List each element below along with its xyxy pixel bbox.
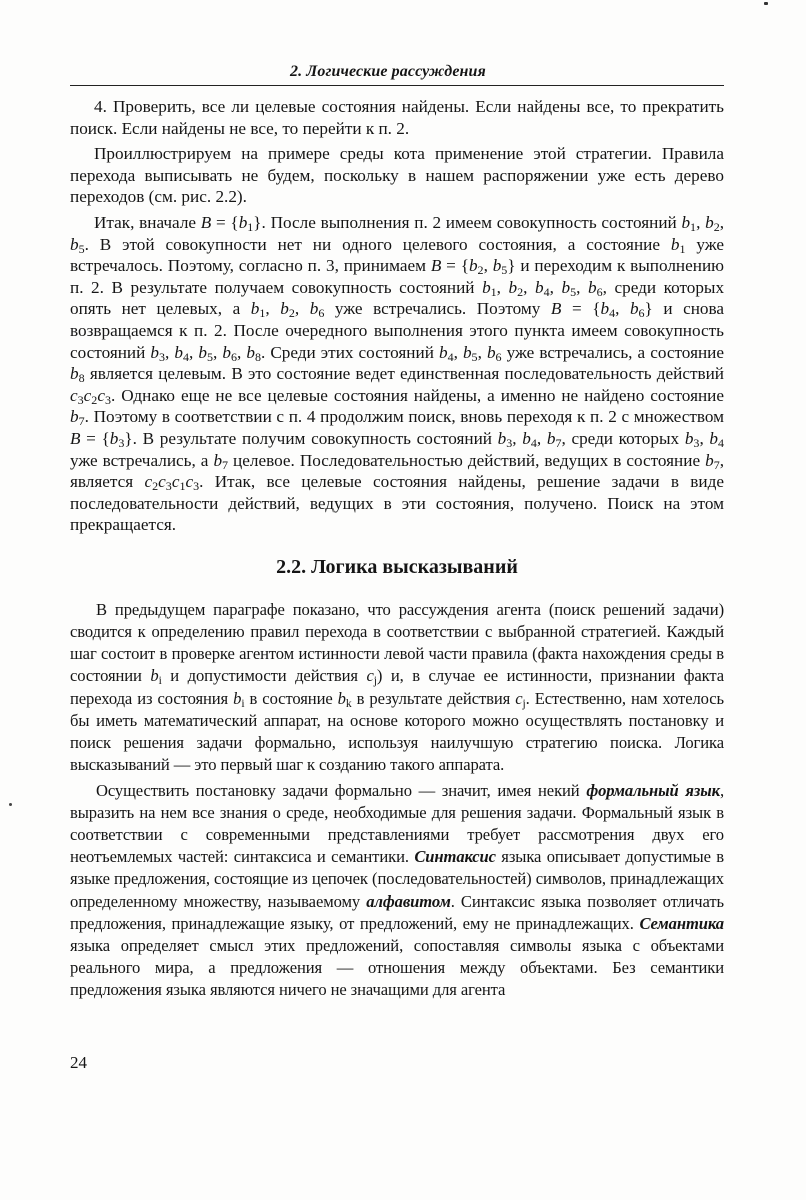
page-number: 24 <box>70 1053 87 1072</box>
term-semantics: Семантика <box>639 913 724 933</box>
paragraph-step4: 4. Проверить, все ли целевые состояния найдены. Если найдены все, то прекратить поиск. Если найдены не все, то перейти к п. 2. <box>70 97 724 138</box>
scan-dot <box>9 803 12 806</box>
page-content <box>70 96 724 1005</box>
running-head <box>70 63 724 86</box>
paragraph-illustrate: Проиллюстрируем на примере среды кота применение этой стратегии. Правила перехода выписывать не будем, поскольку в нашем распоряжении уже есть дерево переходов (см. рис. 2.2). <box>70 144 724 207</box>
paragraph-example: Итак, вначале $B = \{b_1\}$. После выполнения п. 2 имеем совокупность состояний $b_1$, $b_2$, $b_5$. В этой совокупности нет ни одного целевого состояния, а состояние $b_1$ уже встречалось. Поэтому, согласно п. 3, принимаем $B = \{b_2$, $b_5$} и переходим к выполнению п. 2. В результате получаем совокупность состояний $b_1$, $b_2$, $b_4$, $b_5$, $b_6$, среди которых опять нет целевых, а $b_1$, $b_2$, $b_6$ уже встречались. Поэтому $B = \{b_4$, $b_6$} и снова возвращаемся к п. 2. После очередного выполнения этого пункта имеем совокупность состояний $b_3$, $b_4$, $b_5$, $b_6$, $b_8$. Среди этих состояний $b_4$, $b_5$, $b_6$ уже встречались, а состояние $b_8$ является целевым. В это состояние ведет единственная последовательность действий $c_3c_2c_3$. Однако еще не все целевые состояния найдены, а именно не найдено состояние $b_7$. Поэтому в соответствии с п. 4 продолжим поиск, вновь переходя к п. 2 с множеством $B = \{b_3\}$. В результате получим совокупность состояний $b_3$, $b_4$, $b_7$, среди которых $b_3$, $b_4$ уже встречались, а $b_7$ целевое. Последовательностью действий, ведущих в состояние $b_7$, является $c_2c_3c_1c_3$. Итак, все целевые состояния найдены, решение задачи в виде последовательности действий, ведущих в эти состояния, получено. Поиск на этом прекращается. <box>70 212 725 535</box>
term-syntax: Синтаксис <box>414 847 496 867</box>
term-formal-language: формальный язык <box>586 780 720 800</box>
scan-mark <box>764 2 768 5</box>
term-alphabet: алфавитом <box>366 891 451 911</box>
math-symbol: B <box>200 212 212 232</box>
paragraph-formal: Осуществить постановку задачи формально — значит, имея некий формальный язык, выразить на нем все знания о среде, необходимые для решения задачи. Формальный язык в соответствии с современными представлениями требует рассмотрения двух его неотъемлемых частей: синтаксиса и семантики. Синтаксис языка описывает допустимые в языке предложения, состоящие из цепочек (последовательностей) символов, принадлежащих определенному множеству, называемому алфавитом. Синтаксис языка позволяет отличать предложения, принадлежащие языку, от предложений, ему не принадлежащих. Семантика языка определяет смысл этих предложений, сопоставляя символы языка с объектами реального мира, а предложения — отношения между объектами. Без семантики предложения языка являются ничего не значащими для агента <box>70 780 725 1000</box>
section-title: 2.2. Логика высказываний <box>276 555 518 578</box>
running-head-text: 2. Логические рассуждения <box>290 63 486 80</box>
paragraph-intro: В предыдущем параграфе показано, что рассуждения агента (поиск решений задачи) сводится к определению правил перехода в соответствии с выбранной стратегией. Каждый шаг состоит в проверке агентом истинности левой части правила (факта нахождения среды в состоянии $b_i$ и допустимости действия $c_j$) и, в случае ее истинности, признании факта перехода из состояния $b_i$ в состояние $b_k$ в результате действия $c_j$. Естественно, нам хотелось бы иметь математический аппарат, на основе которого можно осуществлять постановку и поиск решения задачи формально, используя наилучшую стратегию поиска. Логика высказываний — это первый шаг к созданию такого аппарата. <box>70 599 724 775</box>
